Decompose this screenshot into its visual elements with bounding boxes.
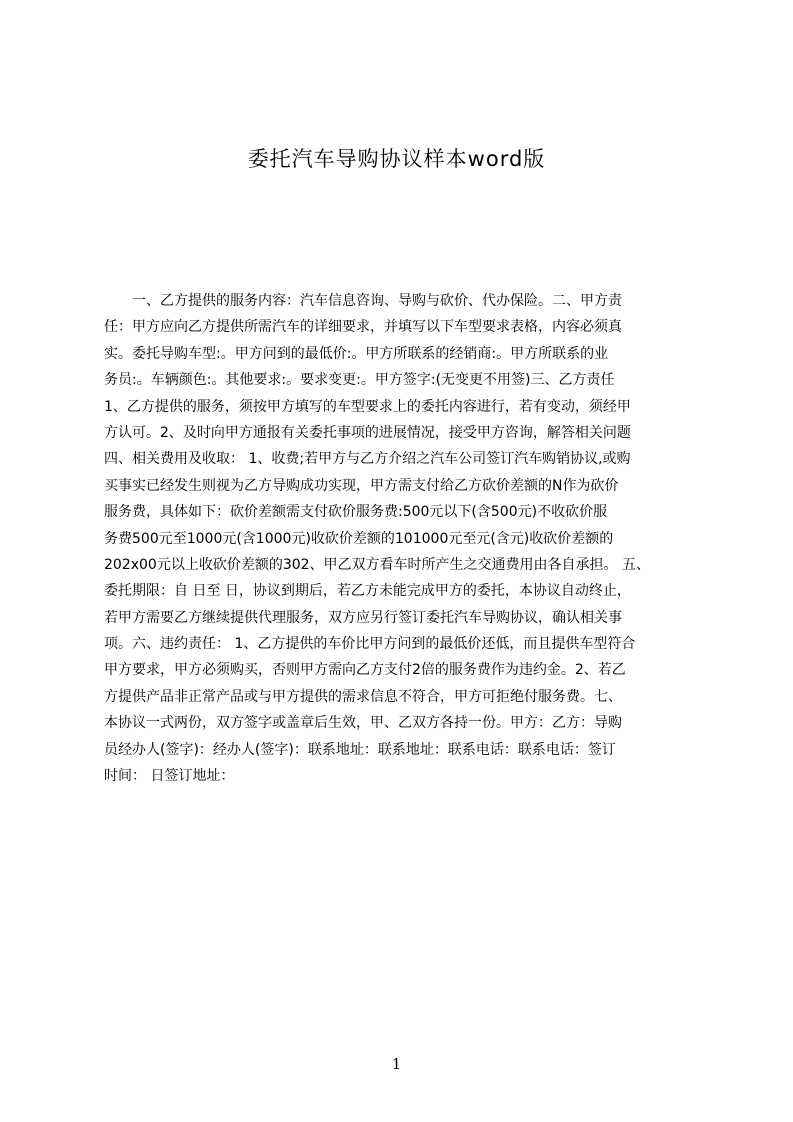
- body-line: 员经办人(签字)：经办人(签字)：联系地址：联系地址：联系电话：联系电话：签订: [104, 741, 616, 758]
- body-line: 买事实已经发生则视为乙方导购成功实现，甲方需支付给乙方砍价差额的N作为砍价: [104, 477, 619, 494]
- page-number: 1: [391, 1055, 402, 1073]
- body-line: 服务费，具体如下：砍价差额需支付砍价服务费:500元以下(含500元)不收砍价服: [104, 504, 608, 521]
- document-body: [104, 288, 698, 808]
- body-line: 任：甲方应向乙方提供所需汽车的详细要求，并填写以下车型要求表格，内容必须真: [104, 319, 622, 336]
- body-line: 实。委托导购车型:。甲方问到的最低价:。甲方所联系的经销商:。甲方所联系的业: [104, 345, 609, 362]
- document-title: 委托汽车导购协议样本word版: [247, 147, 546, 171]
- body-line: 甲方要求，甲方必须购买，否则甲方需向乙方支付2倍的服务费作为违约金。2、若乙: [104, 662, 626, 679]
- body-line: 一、乙方提供的服务内容：汽车信息咨询、导购与砍价、代办保险。二、甲方责: [104, 293, 622, 309]
- body-line: 务员:。车辆颜色:。其他要求:。要求变更:。甲方签字:(无变更不用签)三、乙方责任: [104, 372, 615, 389]
- body-line: 1、乙方提供的服务，须按甲方填写的车型要求上的委托内容进行，若有变动，须经甲: [104, 398, 631, 415]
- body-line: 时间： 日签订地址：: [104, 768, 235, 785]
- body-line: 方认可。2、及时向甲方通报有关委托事项的进展情况，接受甲方咨询，解答相关问题: [104, 424, 631, 441]
- body-line: 方提供产品非正常产品或与甲方提供的需求信息不符合，甲方可拒绝付服务费。七、: [104, 688, 622, 705]
- body-line: 四、相关费用及收取： 1、收费;若甲方与乙方介绍之汽车公司签订汽车购销协议,或购: [104, 451, 631, 468]
- body-line: 委托期限：自 日至 日，协议到期后，若乙方未能完成甲方的委托，本协议自动终止，: [104, 583, 631, 600]
- body-line: 项。六、违约责任： 1、乙方提供的车价比甲方问到的最低价还低，而且提供车型符合: [104, 636, 636, 653]
- body-line: 本协议一式两份，双方签字或盖章后生效，甲、乙双方各持一份。甲方：乙方：导购: [104, 715, 622, 732]
- body-line: 202x00元以上收砍价差额的302、甲乙双方看车时所产生之交通费用由各自承担。 五、: [104, 556, 650, 573]
- body-line: 务费500元至1000元(含1000元)收砍价差额的101000元至元(含元)收砍价差额的: [104, 530, 614, 547]
- body-line: 若甲方需要乙方继续提供代理服务，双方应另行签订委托汽车导购协议，确认相关事: [104, 609, 622, 626]
